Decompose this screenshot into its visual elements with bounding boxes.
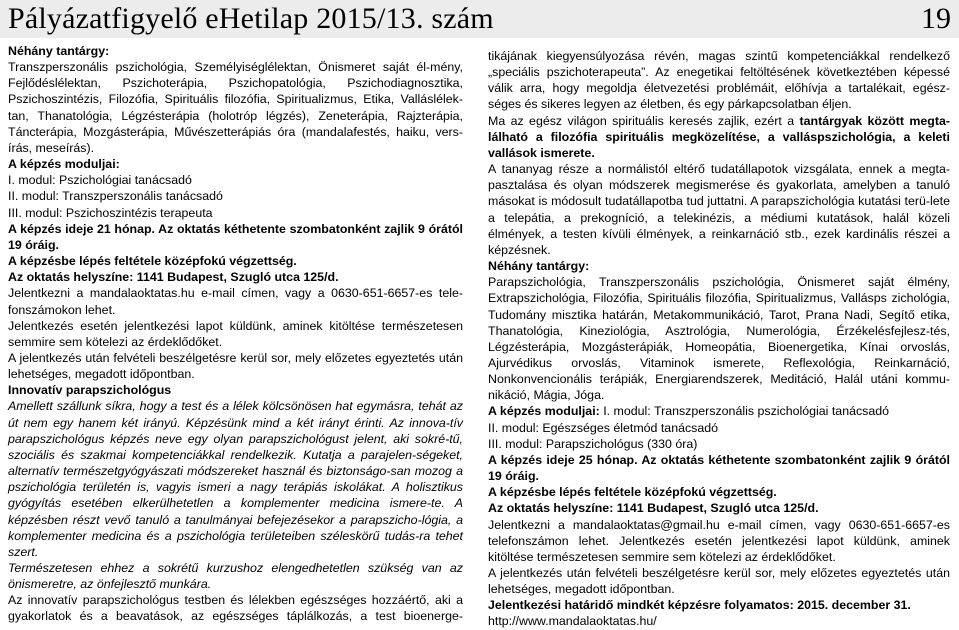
left-column <box>8 43 463 625</box>
module-item: III. modul: Parapszichológus (330 óra) <box>488 436 698 451</box>
right-column <box>488 48 950 630</box>
page-number: 19 <box>921 2 951 35</box>
admission-line: A jelentkezés után felvételi beszélgetésre kerül sor, mely előzetes egyeztetés után lehetséges, megadott időpontban. <box>8 350 463 382</box>
subjects-list: Transzperszonális pszichológia, Személyiséglélektan, Önismeret saját él-mény, Fejlődéslélektan, Pszichoterápia, Pszichopatológia, Pszichodiagnosztika, Pszichoszintézis, Filozófia, Spirituális filozófia, Spiritualizmus, Etika, Valláslélek-tan, Thanatológia, Légzésterápia (holotróp légzés), Zeneterápia, Rajzterápia, Táncterápia, Mozgásterápia, Művészetterápiás óra (mandalafestés, haiku, vers-írás, meseírás). <box>8 60 463 155</box>
location-line: Az oktatás helyszíne: 1141 Budapest, Szugló utca 125/d. <box>8 270 339 285</box>
innovative-note: Természetesen ehhez a sokrétű kurzushoz elengedhetetlen szükség van az önismeretre, az önfejlesztő munkára. <box>8 561 463 592</box>
module-item: I. modul: Pszichológiai tanácsadó <box>8 173 192 188</box>
goal-text: Ma az egész világon spirituális keresés zajlik, ezért a <box>488 113 800 128</box>
subjects-heading: Néhány tantárgy: <box>8 44 110 58</box>
module-item: I. modul: Transzperszonális pszichológiai tanácsadó <box>599 404 890 419</box>
goal-paragraph <box>488 113 950 161</box>
page-header <box>0 0 959 38</box>
apply-line: Jelentkezni a mandalaoktatas.hu e-mail címen, vagy a 0630-651-6657-es tele-fonszámokon lehet. <box>8 286 463 317</box>
module-item: II. modul: Egészséges életmód tanácsadó <box>488 420 719 435</box>
location-line: Az oktatás helyszíne: 1141 Budapest, Szugló utca 125/d. <box>488 501 819 516</box>
modules-heading: A képzés moduljai: <box>488 404 600 419</box>
modules-line <box>488 403 950 419</box>
apply-line: Jelentkezni a mandalaoktatas@gmail.hu e-mail címen, vagy 0630-651-6657-es telefonszámon lehet. Jelentkezés esetén jelentkezési lapot küldünk, aminek kitöltése természetesen semmire sem kötelezi az érdeklődőket. <box>488 517 950 564</box>
innovative-description: Amellett szállunk síkra, hogy a test és a lélek kölcsönösen hat egymásra, tehát az út nem egy hanem két irányú. Képzésünk mind a két irányt érinti. Az innova-tív parapszichológus képzés neve egy olyan parapszichológust jelent, aki sokré-tű, szociális és szakmai kompetenciákkal rendelkezik. Kutatja a parajelen-ségeket, alternatív természetgyógyászati módszereket használ és biztonságo-san mozog a pszichológia területén is, vagyis ismeri a nagy terápiás iskolákat. A holisztikus gyógyítás esetében elkerülhetetlen a komplementer medicina ismere-te. A képzésben részt vevő tanuló a tanulmányai befejezésekor a parapszicho-lógia, a komplementer medicina és a pszichológia területeiben széleskörű tudás-ra tehet szert. <box>8 399 463 559</box>
duration-line: A képzés ideje 21 hónap. Az oktatás kéthetente szombatonként zajlik 9 órától 19 óráig. <box>8 221 463 252</box>
prerequisite-line: A képzésbe lépés feltétele középfokú végzettség. <box>8 254 297 269</box>
module-item: III. modul: Pszichoszintézis terapeuta <box>8 205 213 220</box>
duration-line: A képzés ideje 25 hónap. Az oktatás kéthetente szombatonként zajlik 9 órától 19 óráig. <box>488 452 950 484</box>
website-link[interactable]: http://www.mandalaoktatas.hu/ <box>488 614 657 629</box>
deadline-line: Jelentkezési határidő mindkét képzésre folyamatos: 2015. december 31. <box>488 598 911 613</box>
innovative-heading: Innovatív parapszichológus <box>8 383 172 398</box>
apply-detail: Jelentkezés esetén jelentkezési lapot küldünk, aminek kitöltése természetesen semmire sem kötelezi az érdeklődőket. <box>8 318 463 349</box>
subjects-heading: Néhány tantárgy: <box>488 259 590 274</box>
publication-title: Pályázatfigyelő eHetilap 2015/13. szám <box>8 2 494 35</box>
prerequisite-line: A képzésbe lépés feltétele középfokú végzettség. <box>488 485 777 500</box>
subjects-list: Parapszichológia, Transzperszonális pszichológia, Önismeret saját élmény, Extrapszichológia, Filozófia, Spirituális filozófia, Spiritualizmus, Vallásps zichológia, Tudomány misztika határán, Metakommunikáció, Tarot, Prana Nadi, Segítő etika, Thanatológia, Kineziológia, Asztrológia, Numerológia, Érzékelésfejlesz-tés, Légzésterápia, Mozgásterápiák, Homeopátia, Bioenergetika, Kínai orvoslás, Ajurvédikus orvoslás, Vitaminok ismerete, Reflexológia, Reinkarnáció, Nonkonvencionális terápiák, Energiarendszerek, Meditáció, Halál utáni kommu-nikáció, Mágia, Jóga. <box>488 275 950 403</box>
admission-line: A jelentkezés után felvételi beszélgetésre kerül sor, mely előzetes egyeztetés után lehetséges, megadott időpontban. <box>488 566 950 597</box>
modules-heading: A képzés moduljai: <box>8 157 120 172</box>
innovative-summary <box>8 592 463 624</box>
continuation-text: tikájának kiegyensúlyozása révén, magas szintű kompetenciákkal rendelkező „speciális pszichoterapeuta”. Az enegetikai feltöltésének következtében képessé válik arra, hogy megoldja életvezetési problémáit, előhívja a tartalékait, egész-séges és sikeres legyen az életben, és egy párkapcsolatban éljen. <box>488 49 950 112</box>
method-paragraph: A tananyag része a normálistól eltérő tudatállapotok vizsgálata, ennek a megta-pasztalása és olyan módszerek megismerése és gyakorlata, amelyben a tanuló másokat is módosult tudatállapotba tud juttatni. A parapszichológia kutatási terü-lete a telepátia, a prekogníció, a telekinézis, a médiumi kutatások, halál közeli élmények, a testen kívüli élmények, a reinkarnáció stb., ezek kardinális részei a képzésnek. <box>488 162 950 257</box>
module-item: II. modul: Transzperszonális tanácsadó <box>8 189 223 204</box>
goal-text-bold: tantárgyak között megta-lálható a filozófia spirituális megközelítése, a valláspszichológia, a keleti vallások ismerete. <box>488 113 951 160</box>
innovative-summary-text: Az innovatív parapszichológus testben és lélekben egészséges hozzáértő, aki a gyakorlatok és a beavatások, az egészséges táplálkozás, a test bioenerge- <box>8 593 463 624</box>
